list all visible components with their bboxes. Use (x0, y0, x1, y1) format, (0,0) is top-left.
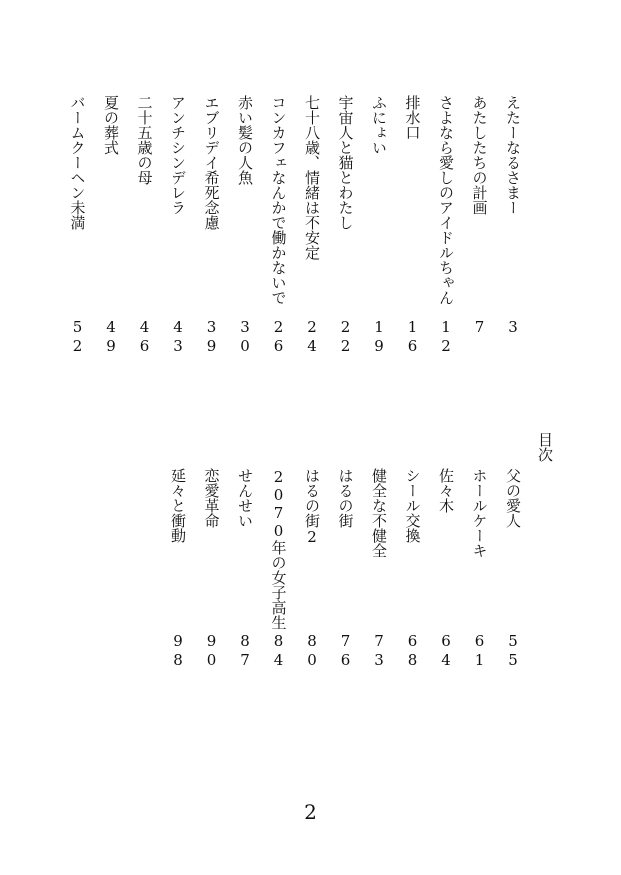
toc-entry-page: 90 (202, 632, 221, 670)
page-number: 2 (304, 800, 317, 824)
toc-entry-title: 恋愛革命 (202, 468, 221, 528)
toc-entry-page: 68 (403, 632, 422, 670)
toc-entry-title: 延々と衝動 (169, 468, 187, 543)
toc-entry-title: バームクーヘン未満 (68, 95, 87, 230)
toc-entry-page: 39 (202, 318, 221, 356)
toc-entry-page: 46 (135, 318, 154, 356)
toc-entry-page: 16 (403, 318, 422, 356)
toc-entry-title: シール交換 (403, 468, 422, 543)
toc-entry-page: 76 (336, 632, 355, 670)
toc-entry-page: 3 (504, 318, 522, 337)
toc-entry-title: 排水口 (403, 95, 422, 140)
toc-entry-title: ふにょい (370, 95, 388, 155)
toc-entry-title: 健全な不健全 (370, 468, 388, 558)
toc-entry-page: 84 (269, 632, 288, 670)
toc-entry-page: 43 (169, 318, 187, 356)
toc-entry-title: 七十八歳、情緒は不安定 (303, 95, 321, 260)
toc-entry-title: 父の愛人 (504, 468, 522, 528)
toc-entry-title: アンチシンデレラ (169, 95, 187, 215)
toc-heading: 目次 (536, 432, 554, 462)
toc-entry-page: 49 (102, 318, 120, 356)
toc-entry-page: 19 (370, 318, 388, 356)
toc-entry-page: 55 (504, 632, 522, 670)
toc-entry-title: コンカフェなんかで働かないで (269, 95, 288, 305)
toc-entry-page: 52 (68, 318, 87, 356)
toc-entry-title: あたしたちの計画 (470, 95, 489, 215)
toc-entry-page: 22 (336, 318, 355, 356)
toc-entry-page: 64 (437, 632, 455, 670)
toc-entry-page: 24 (303, 318, 321, 356)
toc-entry-page: 98 (169, 632, 187, 670)
toc-entry-page: 7 (470, 318, 489, 337)
toc-entry-page: 80 (303, 632, 321, 670)
toc-entry-page: 26 (269, 318, 288, 356)
toc-entry-page: 30 (236, 318, 254, 356)
toc-entry-title: 2070年の女子高生 (269, 468, 288, 630)
toc-entry-page: 61 (470, 632, 489, 670)
toc-entry-title: せんせい (236, 468, 254, 528)
toc-entry-title: はるの街 (336, 468, 355, 528)
toc-entry-title: エブリデイ希死念慮 (202, 95, 221, 230)
toc-entry-title: ホールケーキ (470, 468, 489, 558)
toc-entry-page: 87 (236, 632, 254, 670)
toc-entry-title: 夏の葬式 (102, 95, 120, 155)
toc-entry-title: はるの街2 (303, 468, 321, 546)
toc-entry-title: 赤い髪の人魚 (236, 95, 254, 185)
toc-entry-title: 二十五歳の母 (135, 95, 154, 185)
toc-entry-title: さよなら愛しのアイドルちゃん (437, 95, 455, 305)
toc-entry-title: 宇宙人と猫とわたし (336, 95, 355, 230)
toc-entry-page: 73 (370, 632, 388, 670)
toc-entry-title: 佐々木 (437, 468, 455, 513)
toc-entry-title: えたーなるさまー (504, 95, 522, 215)
toc-entry-page: 12 (437, 318, 455, 356)
